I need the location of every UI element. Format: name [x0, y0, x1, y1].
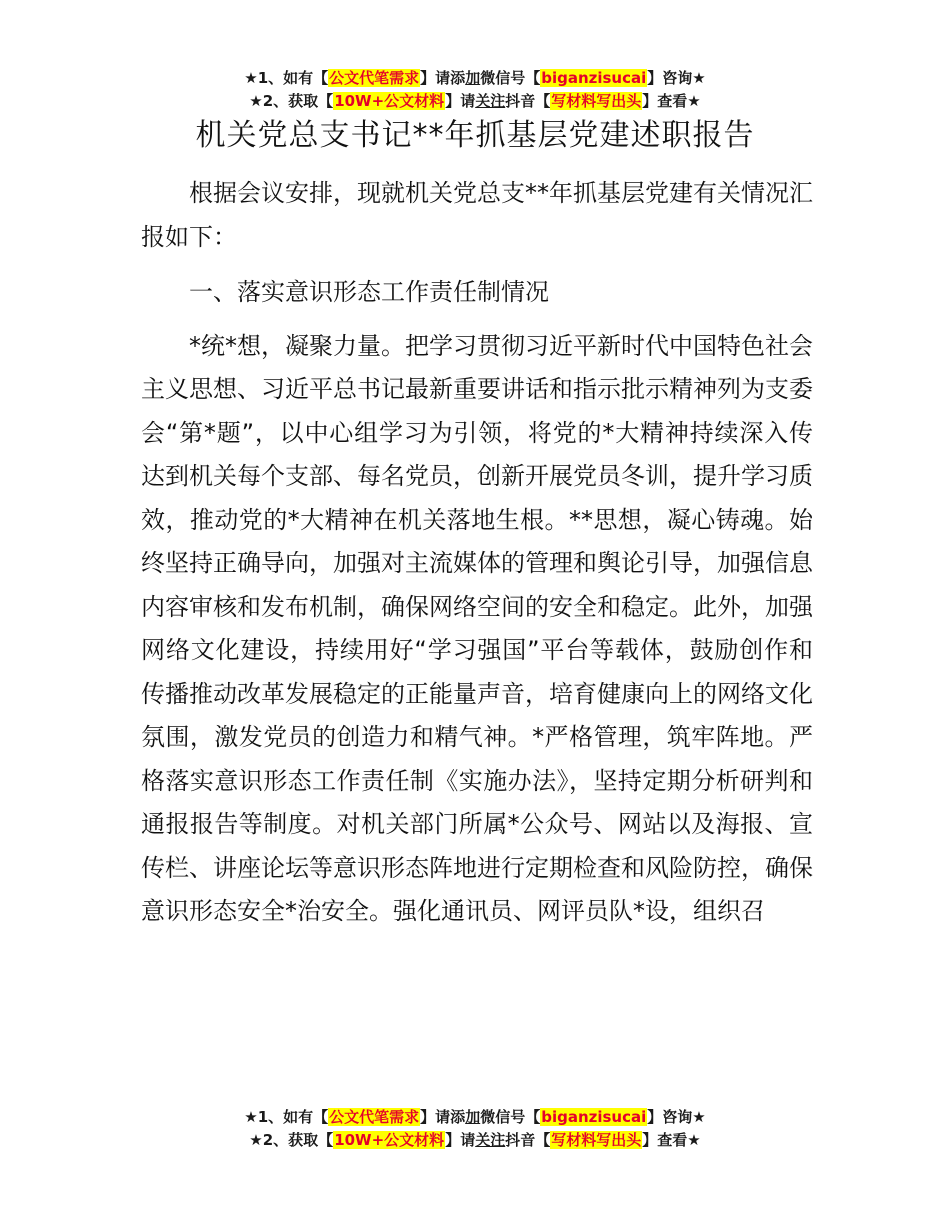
banner-text: 】咨询★ — [647, 69, 706, 87]
banner-underlined-text: 加 — [465, 69, 481, 87]
highlight-service: 公文代笔需求 — [329, 69, 420, 87]
document-body — [141, 172, 813, 934]
banner-text: 】请添 — [420, 1108, 466, 1126]
highlight-wechat-id: biganzisucai — [541, 1108, 647, 1126]
banner-line-2 — [0, 1129, 950, 1152]
banner-text: ★2、获取【 — [249, 92, 334, 110]
banner-text: ★1、如有【 — [244, 1108, 329, 1126]
banner-line-2 — [0, 90, 950, 113]
highlight-douyin: 写材料写出头 — [551, 1131, 642, 1149]
highlight-service: 公文代笔需求 — [329, 1108, 420, 1126]
banner-line-1 — [0, 1106, 950, 1129]
banner-text: 微信号【 — [480, 69, 541, 87]
banner-text: 】查看★ — [642, 1131, 701, 1149]
banner-underlined-text: 加 — [465, 1108, 481, 1126]
banner-line-1 — [0, 67, 950, 90]
section-heading: 一、落实意识形态工作责任制情况 — [189, 278, 549, 306]
banner-text: 】请 — [445, 1131, 476, 1149]
banner-text: 】查看★ — [642, 92, 701, 110]
banner-text: ★1、如有【 — [244, 69, 329, 87]
banner-text: 】请添 — [420, 69, 466, 87]
document-title: 机关党总支书记**年抓基层党建述职报告 — [195, 118, 755, 153]
banner-underlined-text: 关注 — [475, 1131, 506, 1149]
highlight-wechat-id: biganzisucai — [541, 69, 647, 87]
banner-text: 抖音【 — [505, 1131, 551, 1149]
header-banner — [0, 67, 950, 113]
banner-text: 】咨询★ — [647, 1108, 706, 1126]
highlight-materials: 10W+公文材料 — [334, 1131, 445, 1149]
banner-text: 微信号【 — [480, 1108, 541, 1126]
banner-text: 抖音【 — [505, 92, 551, 110]
banner-text: 】请 — [445, 92, 476, 110]
highlight-douyin: 写材料写出头 — [551, 92, 642, 110]
banner-underlined-text: 关注 — [475, 92, 506, 110]
highlight-materials: 10W+公文材料 — [334, 92, 445, 110]
body-paragraph: *统*想，凝聚力量。把学习贯彻习近平新时代中国特色社会主义思想、习近平总书记最新重要讲话和指示批示精神列为支委会“第*题”，以中心组学习为引领，将党的*大精神持续深入传达到机关每个支部、每名党员，创新开展党员冬训，提升学习质效，推动党的*大精神在机关落地生根。**思想，凝心铸魂。始终坚持正确导向，加强对主流媒体的管理和舆论引导，加强信息内容审核和发布机制，确保网络空间的安全和稳定。此外，加强网络文化建设，持续用好“学习强国”平台等载体，鼓励创作和传播推动改革发展稳定的正能量声音，培育健康向上的网络文化氛围，激发党员的创造力和精气神。*严格管理，筑牢阵地。严格落实意识形态工作责任制《实施办法》，坚持定期分析研判和通报报告等制度。对机关部门所属*公众号、网站以及海报、宣传栏、讲座论坛等意识形态阵地进行定期检查和风险防控，确保意识形态安全*治安全。强化通讯员、网评员队*设，组织召 — [141, 331, 813, 925]
banner-text: ★2、获取【 — [249, 1131, 334, 1149]
footer-banner — [0, 1106, 950, 1152]
intro-paragraph: 根据会议安排，现就机关党总支**年抓基层党建有关情况汇报如下： — [141, 179, 813, 251]
